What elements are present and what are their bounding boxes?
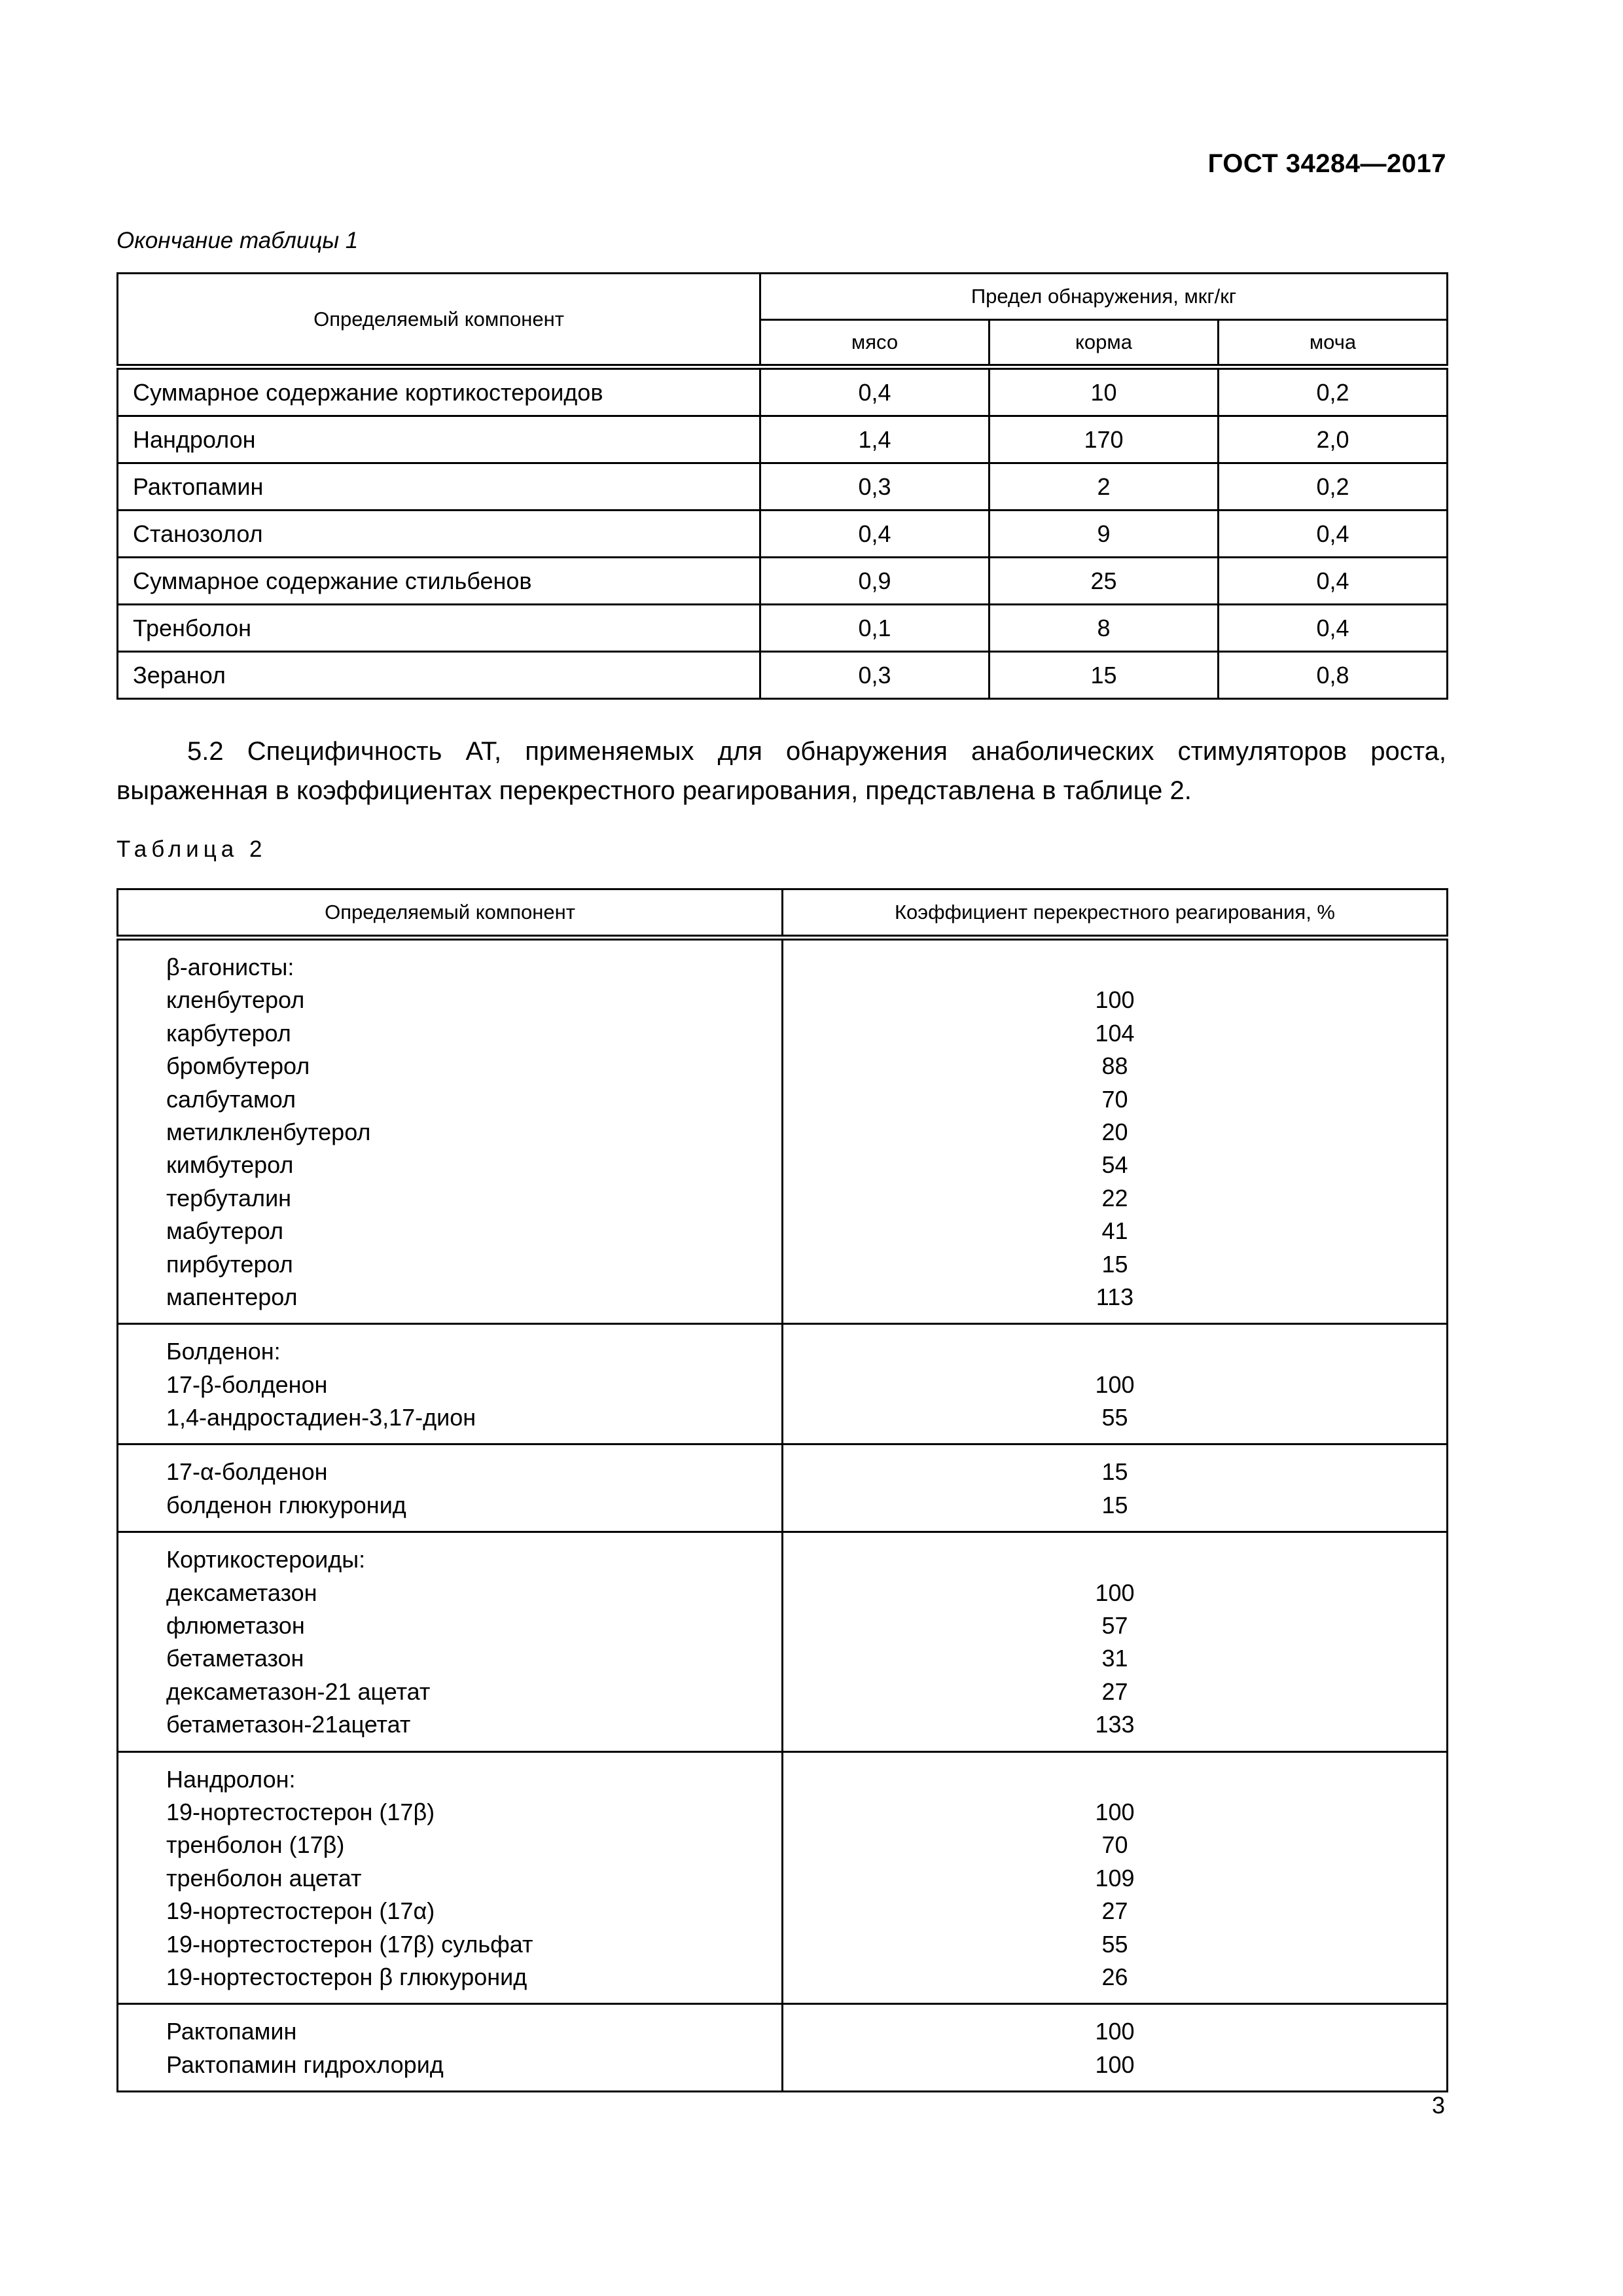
- t1-value-meat: 0,3: [760, 463, 990, 511]
- t1-component-name: Суммарное содержание кортикостероидов: [118, 367, 760, 416]
- t1-header-urine: моча: [1219, 320, 1448, 367]
- t2-coefficient-value: 100: [1095, 2051, 1135, 2078]
- t1-row: [118, 652, 1448, 699]
- t1-value-feed: 9: [990, 511, 1219, 558]
- t1-header-meat: мясо: [760, 320, 990, 367]
- t1-value-meat: 0,3: [760, 652, 990, 699]
- t1-row: [118, 367, 1448, 416]
- t1-row: [118, 416, 1448, 463]
- t2-group-row: [118, 1324, 1448, 1444]
- t2-group-title: β-агонисты:: [166, 954, 294, 980]
- t2-coefficient-value: 54: [1101, 1151, 1128, 1179]
- t2-coefficient-value: 15: [1101, 1491, 1128, 1518]
- t2-component-name: дексаметазон-21 ацетат: [166, 1677, 431, 1705]
- t2-blank-cell: [783, 1763, 1446, 1796]
- document-code: ГОСТ 34284—2017: [1207, 149, 1446, 178]
- t2-group-names: [118, 1751, 783, 2004]
- t2-group-values: [783, 1532, 1448, 1751]
- table2-caption: Таблица 2: [116, 836, 267, 862]
- t1-value-feed: 25: [990, 558, 1219, 605]
- t2-component-name: бромбутерол: [166, 1052, 310, 1080]
- t2-coefficient-value: 70: [1101, 1831, 1128, 1859]
- t1-value-feed: 15: [990, 652, 1219, 699]
- t2-coefficient-value: 100: [1095, 986, 1135, 1014]
- t1-component-name: Суммарное содержание стильбенов: [118, 558, 760, 605]
- t2-group-row: [118, 938, 1448, 1324]
- t1-value-urine: 0,2: [1219, 463, 1448, 511]
- t2-coefficient-value: 41: [1101, 1217, 1128, 1245]
- paragraph-5-2: [116, 732, 1446, 810]
- t2-component-name: пирбутерол: [166, 1250, 293, 1278]
- t2-blank-cell: [783, 1543, 1446, 1576]
- t2-component-name: 19-нортестостерон (17α): [166, 1897, 435, 1925]
- t2-component-name: бетаметазон-21ацетат: [166, 1711, 411, 1738]
- t2-group-values: [783, 938, 1448, 1324]
- t2-component-name: салбутамол: [166, 1085, 296, 1113]
- t2-header-coefficient: Коэффициент перекрестного реагирования, %: [783, 889, 1448, 938]
- t2-group-row: [118, 1751, 1448, 2004]
- t2-coefficient-value: 26: [1101, 1963, 1128, 1990]
- t1-component-name: Зеранол: [118, 652, 760, 699]
- paragraph-text: 5.2 Специфичность АТ, применяемых для обнаружения анаболических стимуляторов роста, выраженная в коэффициентах перекрестного реагирования, представлена в таблице 2.: [116, 737, 1446, 805]
- t2-coefficient-value: 109: [1095, 1864, 1135, 1892]
- t2-component-name: Рактопамин: [166, 2018, 297, 2045]
- t2-component-name: 19-нортестостерон (17β): [166, 1798, 435, 1825]
- t1-component-name: Тренболон: [118, 605, 760, 652]
- t1-header-detection-limit: Предел обнаружения, мкг/кг: [760, 274, 1448, 320]
- t2-group-names: [118, 1324, 783, 1444]
- t1-component-name: Рактопамин: [118, 463, 760, 511]
- t2-component-name: тренболон ацетат: [166, 1864, 362, 1892]
- t2-component-name: метилкленбутерол: [166, 1118, 371, 1145]
- t2-coefficient-value: 20: [1101, 1118, 1128, 1145]
- t1-value-meat: 0,4: [760, 511, 990, 558]
- t1-value-urine: 2,0: [1219, 416, 1448, 463]
- t1-value-meat: 0,9: [760, 558, 990, 605]
- t2-component-name: 17-β-болденон: [166, 1371, 328, 1398]
- t2-coefficient-value: 57: [1101, 1612, 1128, 1640]
- t2-group-values: [783, 1444, 1448, 1532]
- t1-value-feed: 10: [990, 367, 1219, 416]
- t2-coefficient-value: 27: [1101, 1677, 1128, 1705]
- t1-value-urine: 0,4: [1219, 605, 1448, 652]
- t2-component-name: мапентерол: [166, 1283, 298, 1310]
- t2-group-names: [118, 2004, 783, 2092]
- t1-row: [118, 558, 1448, 605]
- t2-coefficient-value: 100: [1095, 1371, 1135, 1398]
- t2-coefficient-value: 113: [1096, 1283, 1134, 1310]
- t2-group-title: Болденон:: [166, 1338, 281, 1365]
- t2-coefficient-value: 55: [1101, 1930, 1128, 1958]
- t2-coefficient-value: 22: [1101, 1184, 1128, 1211]
- t2-coefficient-value: 100: [1095, 2018, 1135, 2045]
- t2-component-name: мабутерол: [166, 1217, 283, 1245]
- t2-component-name: 19-нортестостерон (17β) сульфат: [166, 1930, 533, 1958]
- t2-group-names: [118, 1444, 783, 1532]
- t2-coefficient-value: 15: [1101, 1458, 1128, 1486]
- t2-coefficient-value: 100: [1095, 1579, 1135, 1606]
- t1-value-feed: 170: [990, 416, 1219, 463]
- cross-reactivity-table: [116, 888, 1448, 2092]
- t1-value-urine: 0,4: [1219, 558, 1448, 605]
- t2-component-name: 1,4-андростадиен-3,17-дион: [166, 1404, 476, 1431]
- t2-coefficient-value: 100: [1095, 1798, 1135, 1825]
- t2-component-name: кленбутерол: [166, 986, 305, 1014]
- t1-component-name: Станозолол: [118, 511, 760, 558]
- t1-value-meat: 1,4: [760, 416, 990, 463]
- t1-value-meat: 0,4: [760, 367, 990, 416]
- t2-group-title: Кортикостероиды:: [166, 1546, 366, 1573]
- t1-value-feed: 8: [990, 605, 1219, 652]
- t2-component-name: кимбутерол: [166, 1151, 294, 1179]
- t2-component-name: 17-α-болденон: [166, 1458, 328, 1486]
- page-number: 3: [1431, 2092, 1445, 2119]
- detection-limit-table: [116, 272, 1448, 700]
- t2-component-name: Рактопамин гидрохлорид: [166, 2051, 444, 2078]
- t2-group-values: [783, 2004, 1448, 2092]
- t1-header-feed: корма: [990, 320, 1219, 367]
- t2-coefficient-value: 70: [1101, 1085, 1128, 1113]
- t2-group-title: Нандролон:: [166, 1765, 296, 1793]
- t2-blank-cell: [783, 1335, 1446, 1368]
- t1-row: [118, 463, 1448, 511]
- t2-coefficient-value: 133: [1095, 1711, 1135, 1738]
- t2-group-values: [783, 1324, 1448, 1444]
- t2-coefficient-value: 104: [1095, 1019, 1135, 1047]
- t2-header-component: Определяемый компонент: [118, 889, 783, 938]
- t2-component-name: флюметазон: [166, 1612, 305, 1640]
- t2-coefficient-value: 88: [1101, 1052, 1128, 1080]
- t2-blank-cell: [783, 951, 1446, 984]
- t1-header-component: Определяемый компонент: [118, 274, 760, 367]
- t2-component-name: 19-нортестостерон β глюкуронид: [166, 1963, 527, 1990]
- t1-value-feed: 2: [990, 463, 1219, 511]
- t2-component-name: болденон глюкуронид: [166, 1491, 406, 1518]
- t2-component-name: тербуталин: [166, 1184, 292, 1211]
- t2-group-row: [118, 2004, 1448, 2092]
- t1-value-urine: 0,4: [1219, 511, 1448, 558]
- t1-value-urine: 0,2: [1219, 367, 1448, 416]
- t1-row: [118, 511, 1448, 558]
- t2-component-name: бетаметазон: [166, 1645, 304, 1672]
- t2-coefficient-value: 55: [1101, 1404, 1128, 1431]
- t2-group-values: [783, 1751, 1448, 2004]
- t2-group-names: [118, 938, 783, 1324]
- t1-component-name: Нандролон: [118, 416, 760, 463]
- t2-group-row: [118, 1532, 1448, 1751]
- t1-row: [118, 605, 1448, 652]
- t1-value-urine: 0,8: [1219, 652, 1448, 699]
- t2-group-names: [118, 1532, 783, 1751]
- t2-coefficient-value: 15: [1101, 1250, 1128, 1278]
- t2-coefficient-value: 31: [1101, 1645, 1128, 1672]
- table1-caption: Окончание таблицы 1: [116, 228, 359, 253]
- t2-group-row: [118, 1444, 1448, 1532]
- t2-component-name: карбутерол: [166, 1019, 291, 1047]
- t2-component-name: тренболон (17β): [166, 1831, 345, 1859]
- t1-value-meat: 0,1: [760, 605, 990, 652]
- t2-coefficient-value: 27: [1101, 1897, 1128, 1925]
- t2-component-name: дексаметазон: [166, 1579, 317, 1606]
